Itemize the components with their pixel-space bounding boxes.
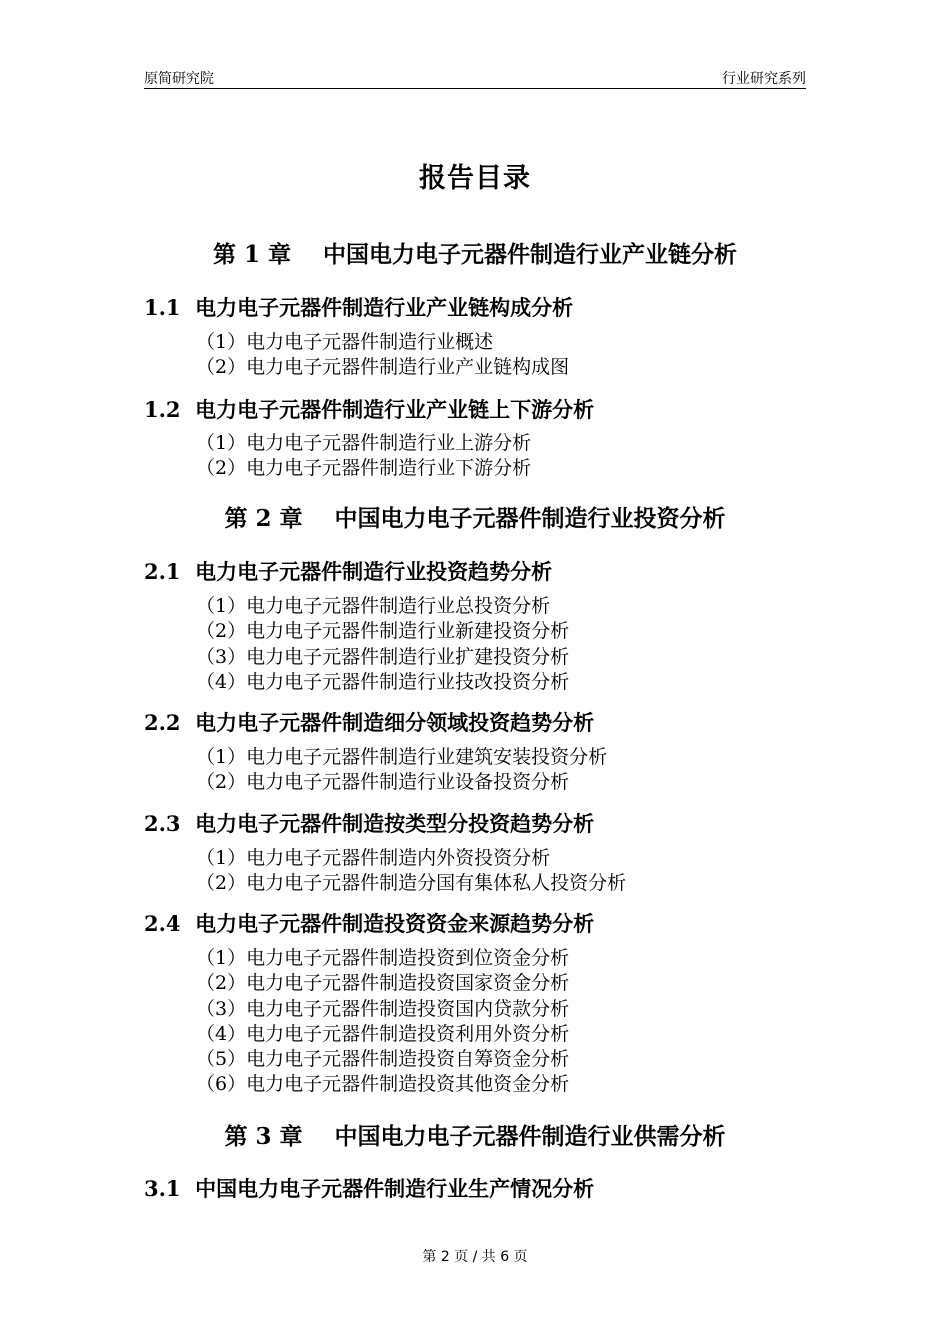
toc-chapter-2: 第 2 章 中国电力电子元器件制造行业投资分析 <box>224 505 726 532</box>
page-title: 报告目录 <box>419 163 531 194</box>
toc-section-2-4: 2.4 电力电子元器件制造投资资金来源趋势分析 <box>144 911 595 936</box>
header-series-name: 行业研究系列 <box>722 71 806 87</box>
toc-section-2-3: 2.3 电力电子元器件制造按类型分投资趋势分析 <box>144 811 595 836</box>
header-org-name: 原简研究院 <box>144 71 214 87</box>
toc-subitem: （1）电力电子元器件制造行业上游分析 <box>196 432 532 454</box>
toc-section-2-1: 2.1 电力电子元器件制造行业投资趋势分析 <box>144 559 553 584</box>
toc-section-1-1: 1.1 电力电子元器件制造行业产业链构成分析 <box>144 295 574 320</box>
page-header <box>144 64 806 89</box>
toc-subitem: （6）电力电子元器件制造投资其他资金分析 <box>196 1073 570 1095</box>
toc-chapter-3: 第 3 章 中国电力电子元器件制造行业供需分析 <box>224 1123 726 1150</box>
page-number: 第 2 页 / 共 6 页 <box>422 1249 528 1265</box>
toc-subitem: （2）电力电子元器件制造行业新建投资分析 <box>196 620 570 642</box>
toc-section-1-2: 1.2 电力电子元器件制造行业产业链上下游分析 <box>144 397 595 422</box>
toc-subitem: （1）电力电子元器件制造投资到位资金分析 <box>196 947 570 969</box>
toc-subitem: （2）电力电子元器件制造分国有集体私人投资分析 <box>196 872 627 894</box>
toc-section-2-2: 2.2 电力电子元器件制造细分领域投资趋势分析 <box>144 710 595 735</box>
toc-subitem: （2）电力电子元器件制造行业产业链构成图 <box>196 356 570 378</box>
toc-subitem: （2）电力电子元器件制造投资国家资金分析 <box>196 972 570 994</box>
toc-subitem: （4）电力电子元器件制造行业技改投资分析 <box>196 671 570 693</box>
toc-subitem: （4）电力电子元器件制造投资利用外资分析 <box>196 1023 570 1045</box>
toc-subitem: （5）电力电子元器件制造投资自筹资金分析 <box>196 1048 570 1070</box>
toc-subitem: （1）电力电子元器件制造行业建筑安装投资分析 <box>196 746 608 768</box>
toc-subitem: （1）电力电子元器件制造行业概述 <box>196 331 494 353</box>
toc-subitem: （3）电力电子元器件制造行业扩建投资分析 <box>196 646 570 668</box>
toc-subitem: （1）电力电子元器件制造内外资投资分析 <box>196 847 551 869</box>
toc-subitem: （2）电力电子元器件制造行业下游分析 <box>196 457 532 479</box>
toc-subitem: （1）电力电子元器件制造行业总投资分析 <box>196 595 551 617</box>
toc-section-3-1: 3.1 中国电力电子元器件制造行业生产情况分析 <box>144 1176 595 1201</box>
toc-chapter-1: 第 1 章 中国电力电子元器件制造行业产业链分析 <box>212 241 738 268</box>
toc-subitem: （3）电力电子元器件制造投资国内贷款分析 <box>196 998 570 1020</box>
toc-subitem: （2）电力电子元器件制造行业设备投资分析 <box>196 771 570 793</box>
